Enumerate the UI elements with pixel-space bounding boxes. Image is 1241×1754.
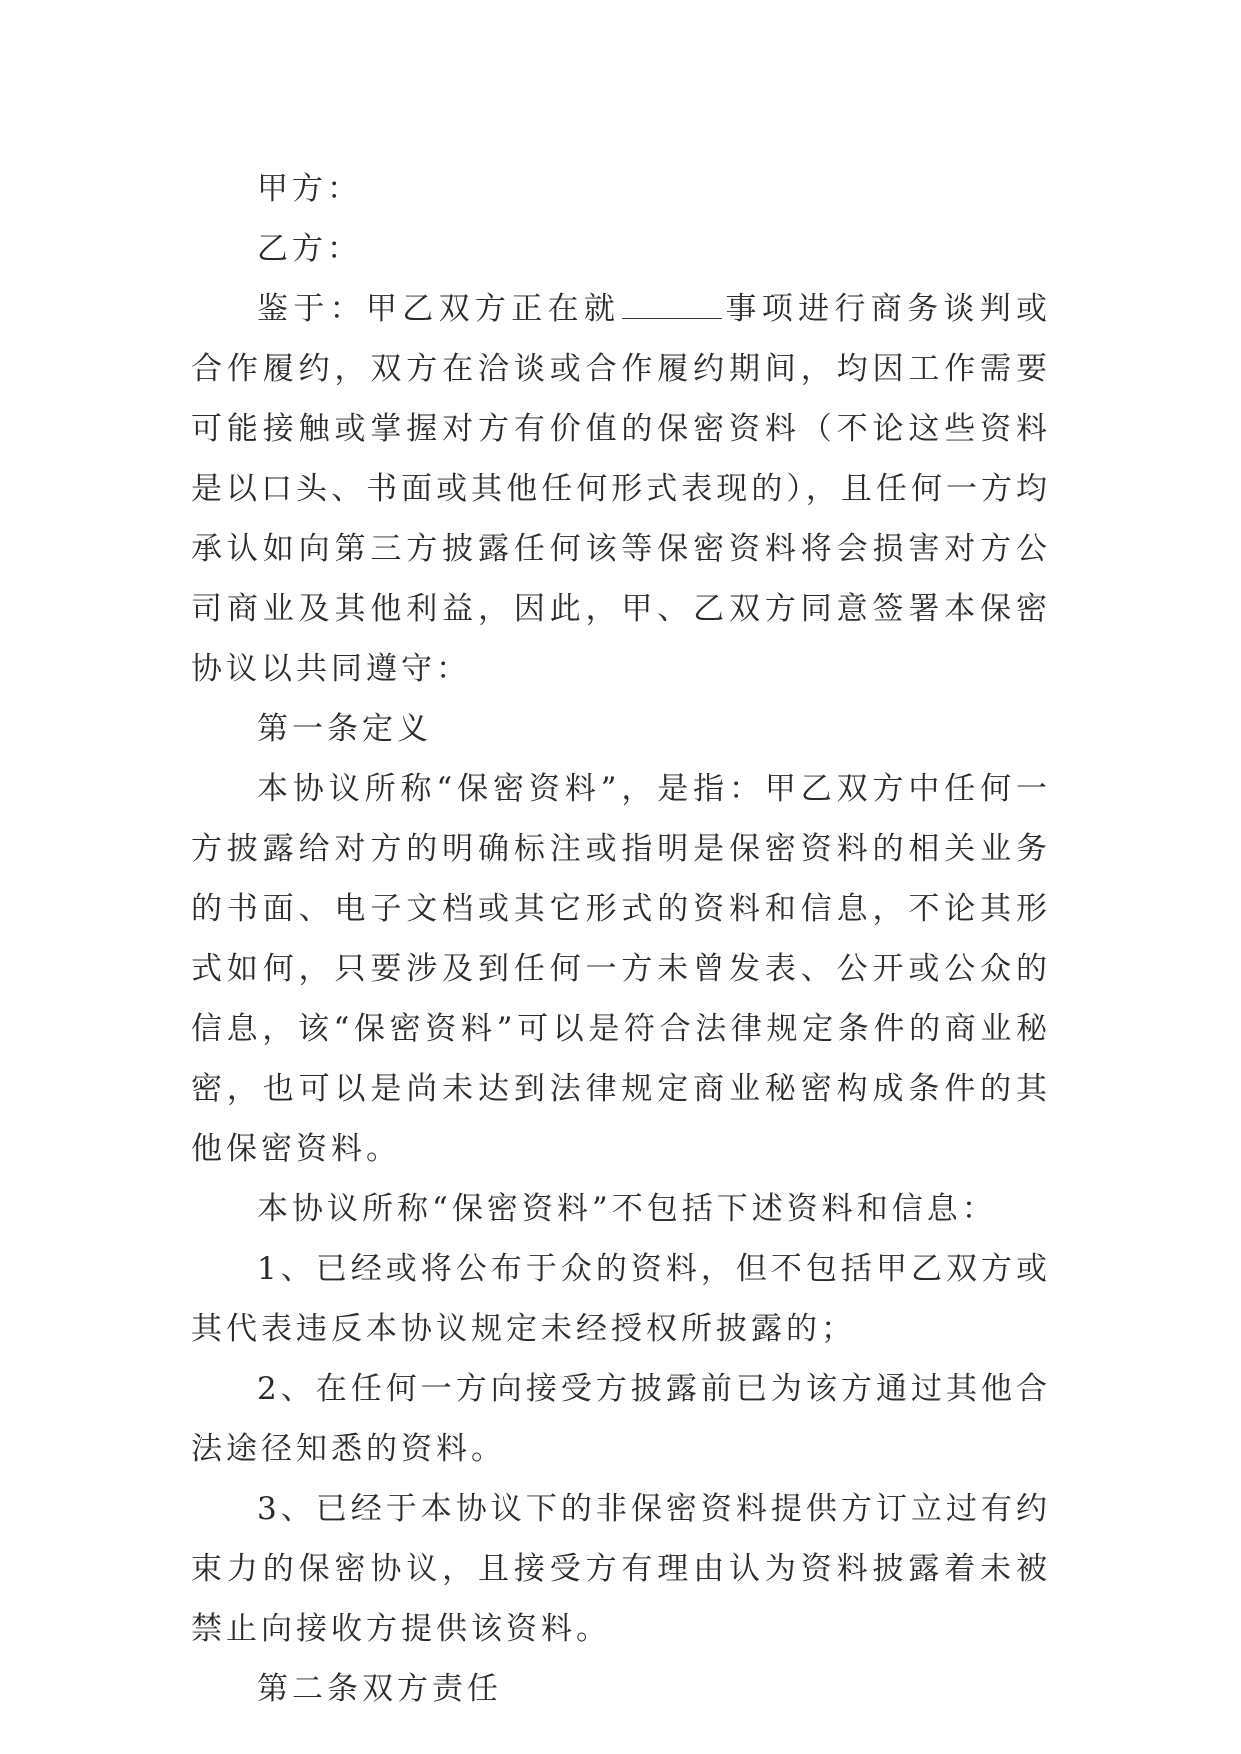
recital-paragraph xyxy=(191,279,1051,699)
article-1-title: 第一条定义 xyxy=(257,711,432,747)
article-2-title: 第二条双方责任 xyxy=(257,1671,502,1707)
exclusion-item-2: 2、在任何一方向接受方披露前已为该方通过其他合法途径知悉的资料。 xyxy=(191,1371,1051,1467)
party-a-line: 甲方： xyxy=(257,171,362,207)
party-b-line: 乙方： xyxy=(257,231,362,267)
article-1-exclusions-intro: 本协议所称“保密资料”不包括下述资料和信息： xyxy=(257,1191,997,1227)
recital-blank-line xyxy=(622,296,722,319)
exclusion-item-3: 3、已经于本协议下的非保密资料提供方订立过有约束力的保密协议，且接受方有理由认为资料披露着未被禁止向接收方提供该资料。 xyxy=(191,1491,1051,1647)
recital-rest: 事项进行商务谈判或合作履约，双方在洽谈或合作履约期间，均因工作需要可能接触或掌握对方有价值的保密资料（不论这些资料是以口头、书面或其他任何形式表现的），且任何一方均承认如向第三方披露任何该等保密资料将会损害对方公司商业及其他利益，因此，甲、乙双方同意签署本保密协议以共同遵守： xyxy=(191,291,1052,687)
article-1-definition: 本协议所称“保密资料”，是指：甲乙双方中任何一方披露给对方的明确标注或指明是保密资料的相关业务的书面、电子文档或其它形式的资料和信息，不论其形式如何，只要涉及到任何一方未曾发表、公开或公众的信息，该“保密资料”可以是符合法律规定条件的商业秘密，也可以是尚未达到法律规定商业秘密构成条件的其他保密资料。 xyxy=(191,771,1051,1167)
recital-prefix: 鉴于：甲乙双方正在就 xyxy=(257,291,621,327)
document-body xyxy=(191,159,1051,1719)
exclusion-item-1: 1、已经或将公布于众的资料，但不包括甲乙双方或其代表违反本协议规定未经授权所披露的； xyxy=(191,1251,1051,1347)
